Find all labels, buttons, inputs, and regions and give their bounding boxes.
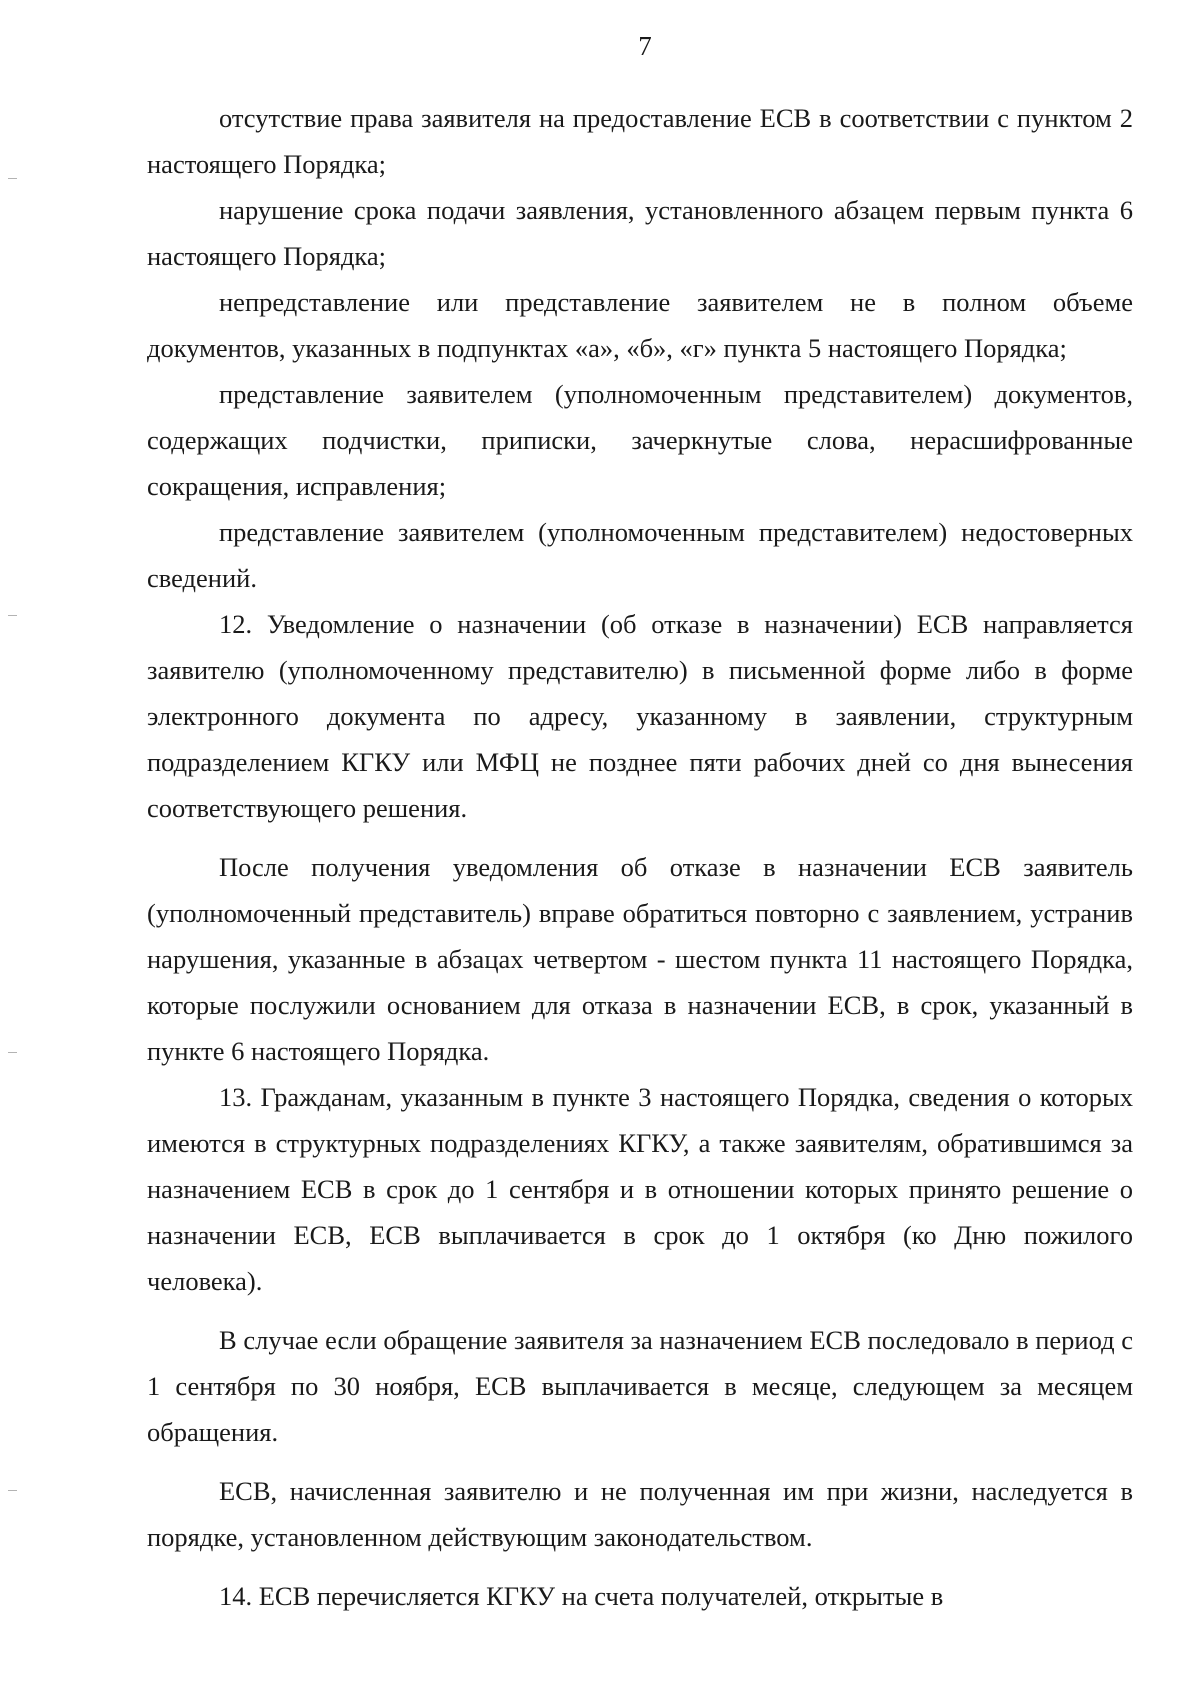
paragraph-september-november: В случае если обращение заявителя за назначением ЕСВ последовало в период с 1 сентября по 30 ноября, ЕСВ выплачивается в месяце, следующем за месяцем обращения. <box>147 1325 1133 1447</box>
paragraph-false-information: представление заявителем (уполномоченным представителем) недостоверных сведений. <box>147 517 1133 593</box>
scan-margin-mark <box>8 178 17 179</box>
paragraph-inheritance: ЕСВ, начисленная заявителю и не полученная им при жизни, наследуется в порядке, установленном действующим законодательством. <box>147 1476 1133 1552</box>
document-body <box>147 95 1133 1619</box>
paragraph-item-12: 12. Уведомление о назначении (об отказе в назначении) ЕСВ направляется заявителю (уполномоченному представителю) в письменной форме либо в форме электронного документа по адресу, указанному в заявлении, структурным подразделением КГКУ или МФЦ не позднее пяти рабочих дней со дня вынесения соответствующего решения. <box>147 609 1133 823</box>
paragraph-missing-documents: непредставление или представление заявителем не в полном объеме документов, указанных в подпунктах «а», «б», «г» пункта 5 настоящего Порядка; <box>147 287 1133 363</box>
paragraph-item-14: 14. ЕСВ перечисляется КГКУ на счета получателей, открытые в <box>219 1581 944 1611</box>
paragraph-deadline-violation: нарушение срока подачи заявления, установленного абзацем первым пункта 6 настоящего Порядка; <box>147 195 1133 271</box>
scan-margin-mark <box>8 1052 17 1053</box>
page-number: 7 <box>638 31 652 61</box>
paragraph-no-right: отсутствие права заявителя на предоставление ЕСВ в соответствии с пунктом 2 настоящего Порядка; <box>147 103 1133 179</box>
paragraph-repeat-application: После получения уведомления об отказе в назначении ЕСВ заявитель (уполномоченный представитель) вправе обратиться повторно с заявлением, устранив нарушения, указанные в абзацах четвертом - шестом пункта 11 настоящего Порядка, которые послужили основанием для отказа в назначении ЕСВ, в срок, указанный в пункте 6 настоящего Порядка. <box>147 852 1133 1066</box>
scan-margin-mark <box>8 615 17 616</box>
paragraph-item-13: 13. Гражданам, указанным в пункте 3 настоящего Порядка, сведения о которых имеются в структурных подразделениях КГКУ, а также заявителям, обратившимся за назначением ЕСВ в срок до 1 сентября и в отношении которых принято решение о назначении ЕСВ, ЕСВ выплачивается в срок до 1 октября (ко Дню пожилого человека). <box>147 1082 1133 1296</box>
scan-margin-mark <box>8 1490 17 1491</box>
paragraph-corrected-documents: представление заявителем (уполномоченным представителем) документов, содержащих подчистки, приписки, зачеркнутые слова, нерасшифрованные сокращения, исправления; <box>147 379 1133 501</box>
